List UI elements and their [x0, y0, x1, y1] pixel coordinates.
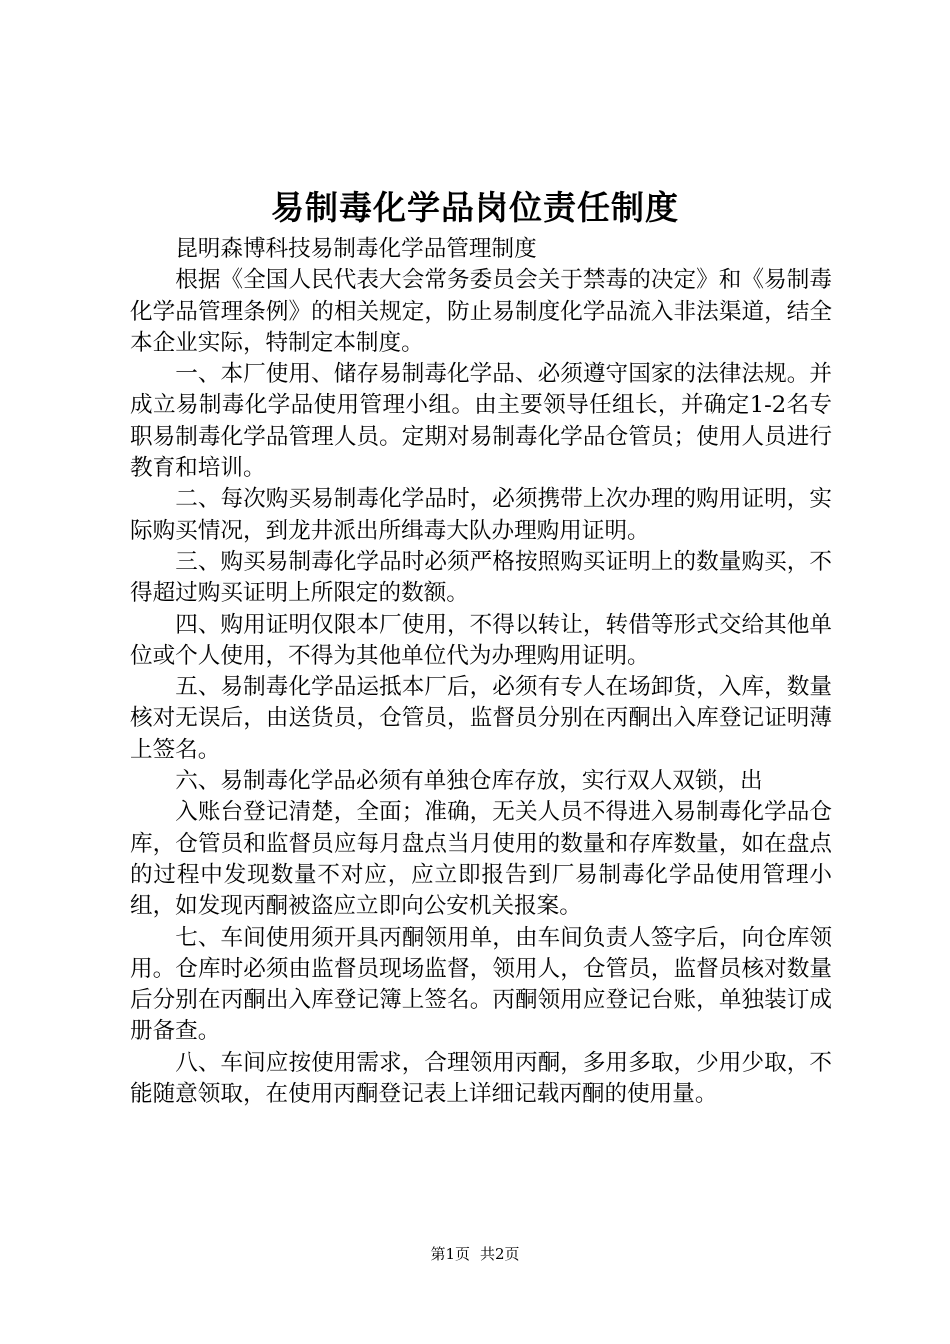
paragraph-clause-2: 二、每次购买易制毒化学品时，必须携带上次办理的购用证明，实际购买情况，到龙井派出所缉毒大队办理购用证明。: [130, 486, 832, 544]
paragraph-clause-5: 五、易制毒化学品运抵本厂后，必须有专人在场卸货，入库，数量核对无误后，由送货员，仓管员，监督员分别在丙酮出入库登记证明薄上签名。: [130, 674, 832, 763]
paragraph-clause-6-cont: 入账台登记清楚，全面；准确，无关人员不得进入易制毒化学品仓库，仓管员和监督员应每月盘点当月使用的数量和存库数量，如在盘点的过程中发现数量不对应，应立即报告到厂易制毒化学品使用管理小组，如发现丙酮被盗应立即向公安机关报案。: [130, 799, 832, 920]
paragraph-intro: 根据《全国人民代表大会常务委员会关于禁毒的决定》和《易制毒化学品管理条例》的相关规定，防止易制度化学品流入非法渠道，结全本企业实际，特制定本制度。: [130, 267, 832, 356]
paragraph-clause-4: 四、购用证明仅限本厂使用，不得以转让，转借等形式交给其他单位或个人使用，不得为其他单位代为办理购用证明。: [130, 611, 832, 669]
page-total: 共2页: [480, 1245, 520, 1263]
paragraph-clause-1: 一、本厂使用、储存易制毒化学品、必须遵守国家的法律法规。并成立易制毒化学品使用管理小组。由主要领导任组长，并确定1-2名专职易制毒化学品管理人员。定期对易制毒化学品仓管员；使用人员进行教育和培训。: [130, 361, 832, 482]
paragraph-clause-7: 七、车间使用须开具丙酮领用单，由车间负责人签字后，向仓库领用。仓库时必须由监督员现场监督，领用人，仓管员，监督员核对数量后分别在丙酮出入库登记簿上签名。丙酮领用应登记台账，单独装订成册备查。: [130, 924, 832, 1045]
page-number: 第1页: [430, 1245, 470, 1263]
document-body: [130, 234, 832, 1110]
paragraph-clause-6: 六、易制毒化学品必须有单独仓库存放，实行双人双锁，出: [175, 768, 763, 795]
paragraph-clause-3: 三、购买易制毒化学品时必须严格按照购买证明上的数量购买，不得超过购买证明上所限定的数额。: [130, 548, 832, 607]
paragraph-clause-8: 八、车间应按使用需求，合理领用丙酮，多用多取，少用少取，不能随意领取，在使用丙酮登记表上详细记载丙酮的使用量。: [130, 1049, 832, 1108]
paragraph-subtitle: 昆明森博科技易制毒化学品管理制度: [175, 236, 537, 262]
document-title: 易制毒化学品岗位责任制度: [271, 188, 679, 227]
page-footer: [0, 1244, 950, 1264]
